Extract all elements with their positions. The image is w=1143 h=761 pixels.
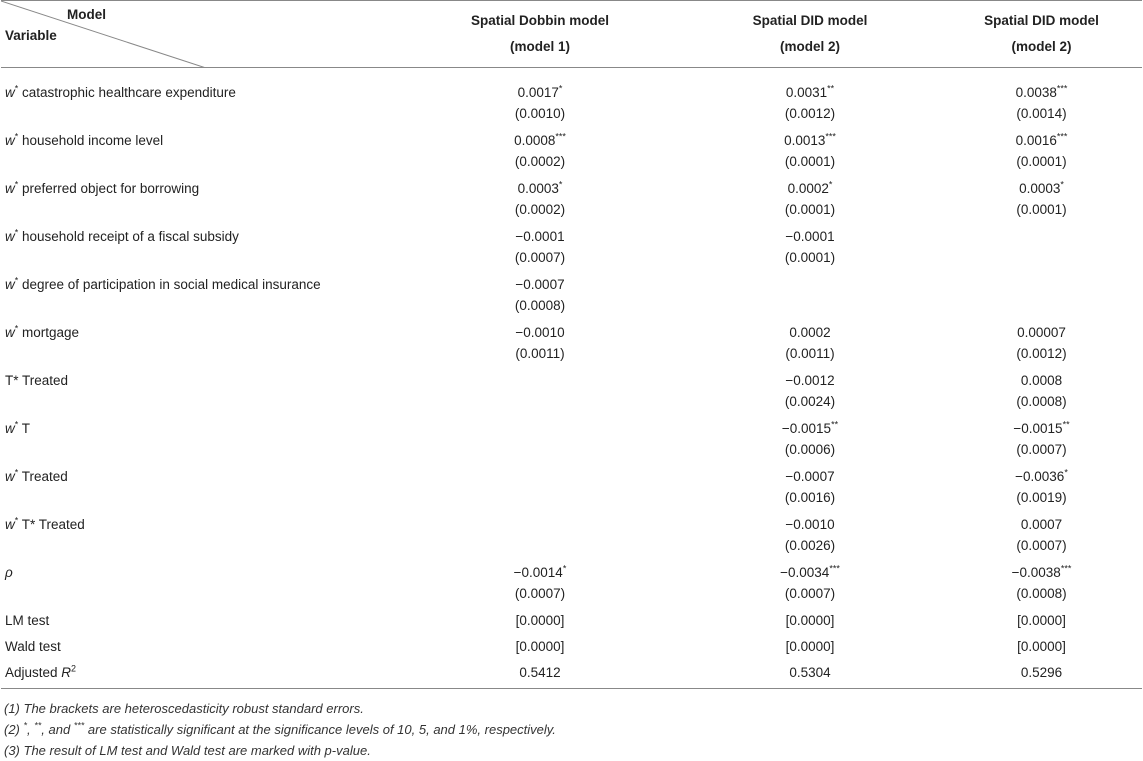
coefficient-cell: −0.0014* (0.0007): [513, 563, 567, 601]
column-header-model-1: Spatial Dobbin model (model 1): [401, 1, 679, 68]
footnote-2: (2) *, **, and *** are statistically significant at the significance levels of 10, 5, and 1%, respectively.: [4, 720, 556, 737]
test-row: [1, 636, 1142, 662]
coefficient-cell: −0.0010 (0.0026): [784, 517, 836, 553]
variable-name-cell: T* Treated: [5, 373, 69, 388]
coefficient-cell: −0.0007 (0.0008): [514, 277, 566, 313]
table-body: [1, 68, 1142, 689]
variable-name-cell: w* degree of participation in social medical insurance: [5, 275, 321, 292]
coefficient-cell: −0.0010 (0.0011): [515, 325, 565, 361]
coefficient-cell: 0.0016*** (0.0001): [1015, 131, 1068, 169]
coefficient-cell: [401, 514, 679, 562]
table-row: [1, 226, 1142, 274]
table-row: [1, 274, 1142, 322]
coefficient-cell: [941, 226, 1142, 274]
regression-results-table: [1, 0, 1142, 689]
p-value-cell: [0.0000]: [515, 639, 565, 654]
coefficient-cell: 0.0002* (0.0001): [784, 179, 836, 217]
variable-name-cell: w* household income level: [5, 131, 164, 148]
coefficient-cell: 0.0031** (0.0012): [784, 83, 836, 121]
variable-name-cell: w* mortgage: [5, 323, 80, 340]
adjusted-r2-value-cell: 0.5304: [679, 662, 941, 689]
coefficient-cell: [941, 274, 1142, 322]
table-row: [1, 68, 1142, 131]
coefficient-cell: [401, 466, 679, 514]
corner-variable-label: Variable: [5, 28, 57, 43]
coefficient-cell: 0.0008*** (0.0002): [514, 131, 566, 169]
coefficient-cell: 0.0008 (0.0008): [1016, 373, 1067, 409]
coefficient-cell: −0.0015** (0.0007): [1013, 419, 1070, 457]
coefficient-cell: 0.0007 (0.0007): [1016, 517, 1067, 553]
variable-name-cell: w* T* Treated: [5, 515, 85, 532]
table-row: [1, 562, 1142, 610]
variable-name-cell: w* catastrophic healthcare expenditure: [5, 83, 236, 100]
coefficient-cell: [401, 370, 679, 418]
column-header-model-2: Spatial DID model (model 2): [679, 1, 941, 68]
table-row: [1, 178, 1142, 226]
coefficient-cell: 0.0003* (0.0002): [514, 179, 566, 217]
coefficient-cell: −0.0012 (0.0024): [784, 373, 836, 409]
coefficient-cell: [401, 418, 679, 466]
p-value-cell: [0.0000]: [1017, 639, 1066, 654]
variable-name-cell: w* Treated: [5, 467, 68, 484]
adjusted-r2-value-cell: 0.5412: [401, 662, 679, 689]
table-header-row: [1, 1, 1142, 68]
table-row: [1, 466, 1142, 514]
coefficient-cell: −0.0015** (0.0006): [781, 419, 839, 457]
p-value-cell: [0.0000]: [1017, 613, 1066, 628]
coefficient-cell: 0.0017* (0.0010): [514, 83, 566, 121]
variable-name-cell: w* household receipt of a fiscal subsidy: [5, 227, 239, 244]
variable-name-cell: w* preferred object for borrowing: [5, 179, 200, 196]
test-name-cell: Wald test: [5, 639, 61, 654]
variable-name-cell: w* T: [5, 419, 31, 436]
coefficient-cell: 0.0038*** (0.0014): [1015, 83, 1068, 121]
adjusted-r2-label-cell: Adjusted $R^2$: [1, 662, 401, 689]
variable-name-cell: ρ: [5, 565, 13, 580]
coefficient-cell: 0.0002 (0.0011): [785, 325, 835, 361]
coefficient-cell: −0.0038*** (0.0008): [1011, 563, 1072, 601]
coefficient-cell: −0.0001 (0.0001): [784, 229, 836, 265]
p-value-cell: [0.0000]: [785, 639, 835, 654]
coefficient-cell: −0.0001 (0.0007): [514, 229, 566, 265]
footnote-1: (1) The brackets are heteroscedasticity robust standard errors.: [4, 701, 364, 716]
coefficient-cell: −0.0036* (0.0019): [1015, 467, 1068, 505]
coefficient-cell: [679, 274, 941, 322]
table-row: [1, 370, 1142, 418]
coefficient-cell: −0.0034*** (0.0007): [780, 563, 840, 601]
table-row: [1, 514, 1142, 562]
table-footnotes: [4, 698, 556, 761]
adjusted-r2-row: [1, 662, 1142, 689]
test-row: [1, 610, 1142, 636]
table-row: [1, 322, 1142, 370]
coefficient-cell: −0.0007 (0.0016): [784, 469, 836, 505]
footnote-3: (3) The result of LM test and Wald test are marked with p-value.: [4, 743, 371, 758]
coefficient-cell: 0.0013*** (0.0001): [784, 131, 836, 169]
adjusted-r2-value-cell: 0.5296: [941, 662, 1142, 689]
p-value-cell: [0.0000]: [785, 613, 835, 628]
table-row: [1, 418, 1142, 466]
table-row: [1, 130, 1142, 178]
corner-model-label: Model: [67, 7, 106, 22]
coefficient-cell: 0.00007 (0.0012): [1016, 325, 1067, 361]
header-corner-cell: [1, 1, 401, 68]
column-header-model-2-alt: Spatial DID model (model 2): [941, 1, 1142, 68]
test-name-cell: LM test: [5, 613, 50, 628]
p-value-cell: [0.0000]: [515, 613, 565, 628]
coefficient-cell: 0.0003* (0.0001): [1016, 179, 1067, 217]
